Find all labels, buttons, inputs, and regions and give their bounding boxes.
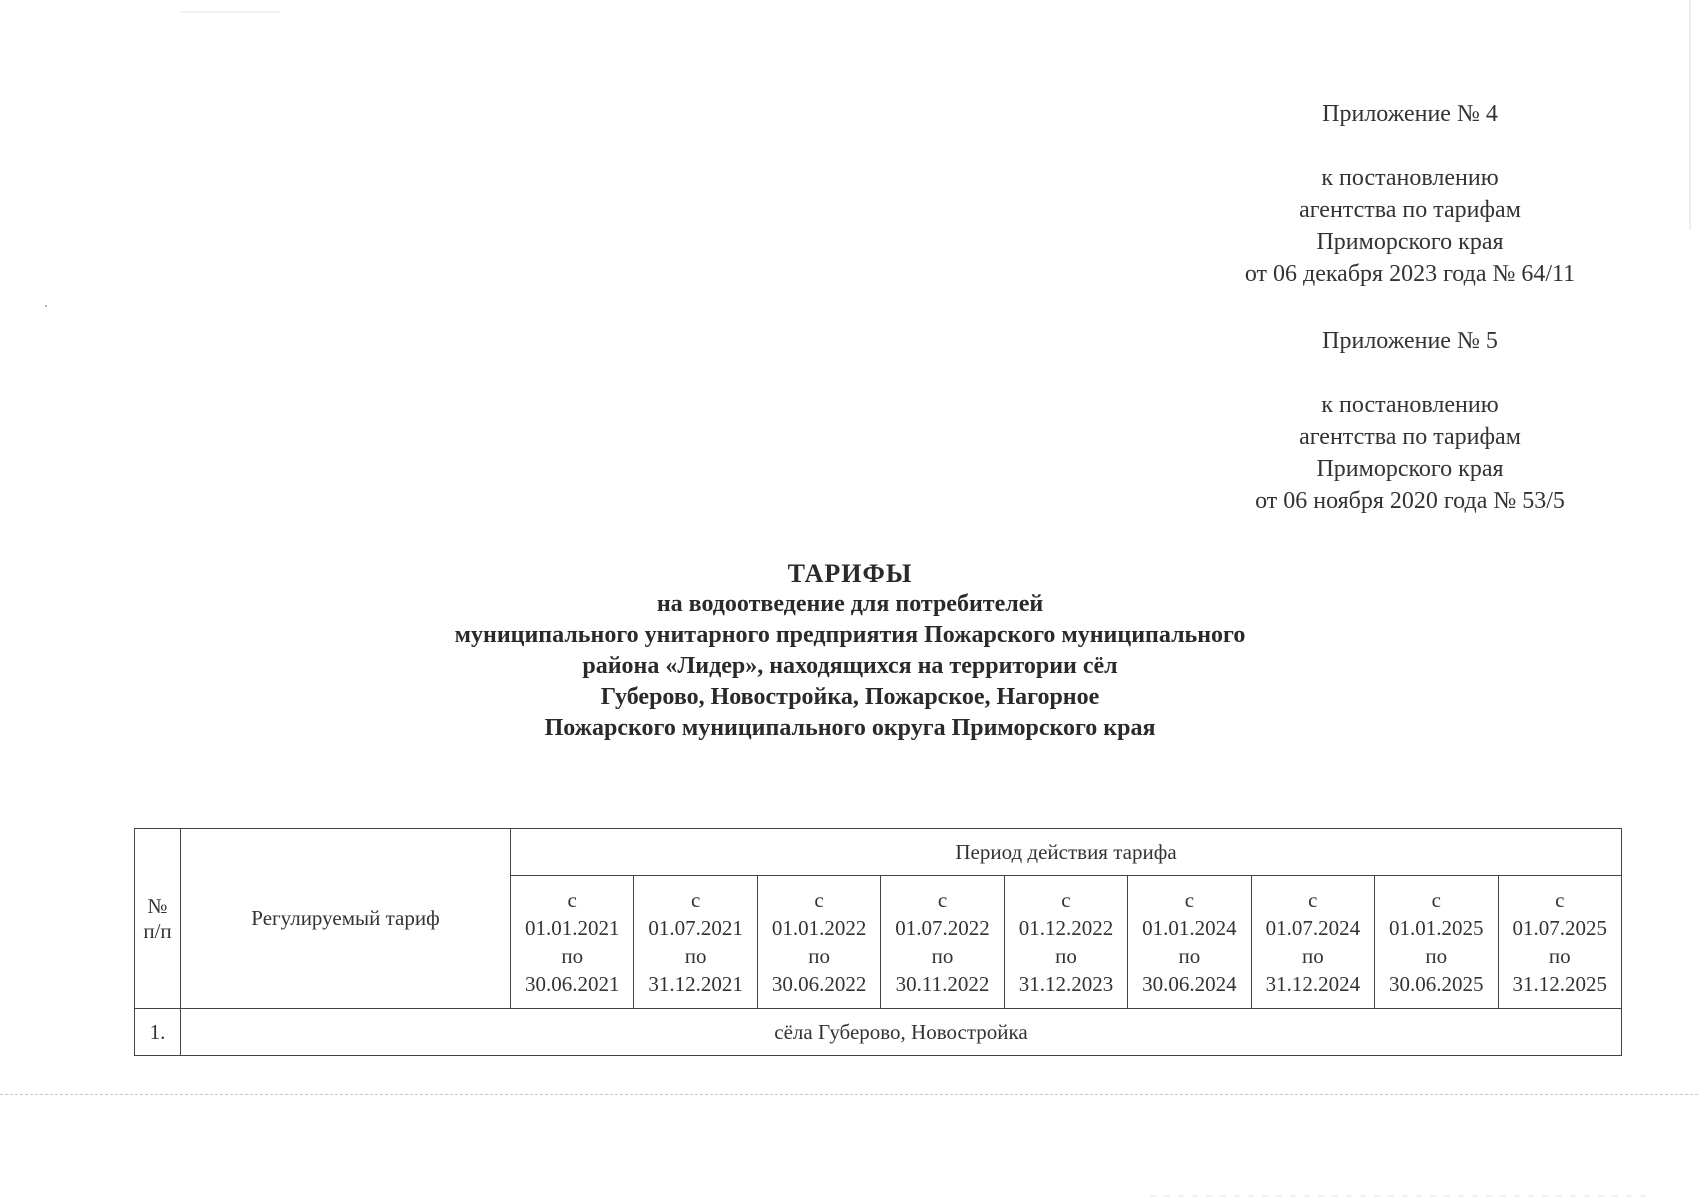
name-header: Регулируемый тариф [181, 829, 511, 1009]
period-from: 01.07.2024 [1265, 916, 1361, 940]
period-to-word: по [1548, 944, 1571, 968]
table-row [135, 1009, 1622, 1056]
row-num: 1. [135, 1009, 181, 1056]
period-cell [1004, 876, 1127, 1009]
period-to-word: по [931, 944, 954, 968]
period-from-word: с [1308, 888, 1318, 912]
period-to-word: по [561, 944, 584, 968]
period-to: 30.11.2022 [895, 972, 990, 996]
period-from-word: с [567, 888, 577, 912]
appendix-5-line4: от 06 ноября 2020 года № 53/5 [1255, 488, 1565, 514]
period-cell [511, 876, 634, 1009]
period-to-word: по [808, 944, 830, 968]
title-line2: муниципального унитарного предприятия Пожарского муниципального [454, 622, 1246, 648]
appendix-5-title: Приложение № 5 [1322, 328, 1498, 354]
period-to-word: по [1178, 944, 1201, 968]
title-line5: Пожарского муниципального округа Приморского края [544, 715, 1156, 741]
period-from: 01.01.2022 [771, 916, 867, 940]
period-cell [1375, 876, 1498, 1009]
period-from: 01.07.2021 [648, 916, 743, 940]
title-line4: Губерово, Новостройка, Пожарское, Нагорное [600, 684, 1100, 710]
period-to: 30.06.2025 [1389, 972, 1484, 996]
period-from: 01.07.2022 [895, 916, 990, 940]
period-to: 30.06.2022 [771, 972, 867, 996]
appendix-4-title: Приложение № 4 [1322, 101, 1498, 127]
period-to: 31.12.2021 [648, 972, 743, 996]
period-to-word: по [1301, 944, 1324, 968]
appendix-5-line3: Приморского края [1316, 456, 1504, 482]
title-line3: района «Лидер», находящихся на территории сёл [582, 653, 1118, 679]
period-from: 01.01.2021 [524, 916, 620, 940]
appendix-4-line4: от 06 декабря 2023 года № 64/11 [1244, 261, 1576, 287]
period-to-word: по [1055, 944, 1077, 968]
period-to: 31.12.2025 [1512, 972, 1607, 996]
period-from: 01.01.2025 [1389, 916, 1484, 940]
row-label: сёла Губерово, Новостройка [181, 1009, 1622, 1056]
period-cell [1251, 876, 1374, 1009]
appendix-4-line2: агентства по тарифам [1299, 197, 1521, 223]
tariffs-table [134, 828, 1622, 1056]
num-header: № п/п [135, 829, 181, 1009]
period-from: 01.12.2022 [1018, 916, 1114, 940]
period-from: 01.01.2024 [1142, 916, 1237, 940]
appendix-4-line1: к постановлению [1321, 165, 1499, 191]
period-to: 30.06.2021 [524, 972, 620, 996]
period-header: Период действия тарифа [511, 829, 1622, 876]
period-from: 01.07.2025 [1512, 916, 1607, 940]
period-to: 30.06.2024 [1142, 972, 1237, 996]
period-from-word: с [1184, 888, 1195, 912]
period-to: 31.12.2023 [1018, 972, 1114, 996]
period-cell [1498, 876, 1622, 1009]
scan-edge-line [0, 1094, 1698, 1095]
period-from-word: с [1061, 888, 1071, 912]
title-main: ТАРИФЫ [787, 559, 913, 588]
period-to: 31.12.2024 [1265, 972, 1361, 996]
appendix-4-line3: Приморского края [1316, 229, 1504, 255]
period-from-word: с [937, 888, 948, 912]
appendix-5-block [1170, 325, 1650, 517]
period-from-word: с [1555, 888, 1565, 912]
period-to-word: по [684, 944, 707, 968]
title-line1: на водоотведение для потребителей [656, 591, 1044, 617]
period-cell [1128, 876, 1251, 1009]
appendix-5-line2: агентства по тарифам [1299, 424, 1521, 450]
appendix-4-block [1170, 98, 1650, 290]
document-title [300, 558, 1400, 744]
period-from-word: с [1431, 888, 1441, 912]
period-cell [881, 876, 1004, 1009]
period-cell [757, 876, 880, 1009]
period-cell [634, 876, 757, 1009]
period-from-word: с [814, 888, 824, 912]
period-from-word: с [690, 888, 701, 912]
appendix-5-line1: к постановлению [1321, 392, 1499, 418]
period-to-word: по [1425, 944, 1448, 968]
